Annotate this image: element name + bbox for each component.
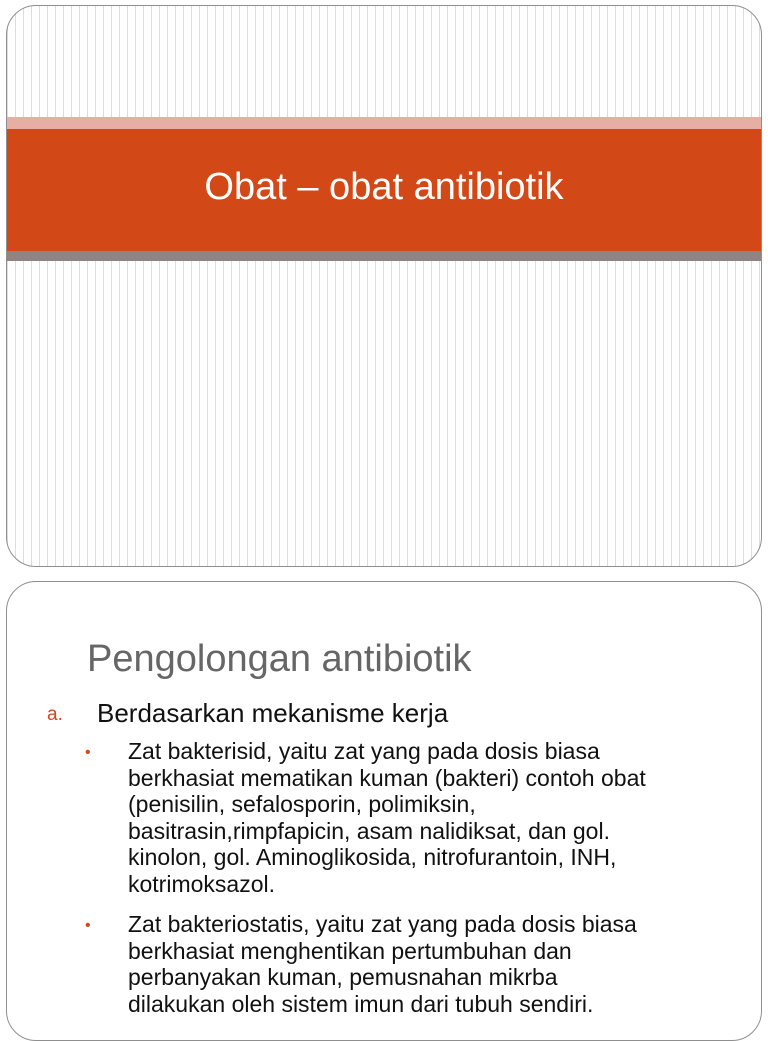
- bullet-text: Zat bakteriostatis, yaitu zat yang pada dosis biasa berkhasiat menghentikan pertumbuhan dan perbanyakan kuman, pemusnahan mikrba dilakukan oleh sistem imun dari tubuh sendiri.: [128, 911, 637, 1017]
- section-marker: a.: [47, 704, 63, 725]
- bullet-list: [85, 738, 725, 1031]
- slide-title: Obat – obat antibiotik: [204, 165, 564, 208]
- bullet-item: [85, 911, 725, 1017]
- content-slide: [6, 581, 762, 1041]
- section-label: Berdasarkan mekanisme kerja: [97, 698, 449, 728]
- title-band: [7, 129, 761, 251]
- bullet-item: [85, 738, 725, 897]
- title-band-bottom-stripe: [7, 251, 761, 261]
- title-band-top-stripe: [7, 117, 761, 129]
- title-slide: [6, 5, 762, 567]
- bullet-icon: •: [85, 917, 91, 934]
- content-slide-title: Pengolongan antibiotik: [87, 638, 472, 680]
- bullet-text: Zat bakterisid, yaitu zat yang pada dosis biasa berkhasiat mematikan kuman (bakteri) contoh obat (penisilin, sefalosporin, polimiksin, basitrasin,rimpfapicin, asam nalidiksat, dan gol. kinolon, gol. Aminoglikosida, nitrofurantoin, INH, kotrimoksazol.: [128, 738, 646, 897]
- bullet-icon: •: [85, 744, 91, 761]
